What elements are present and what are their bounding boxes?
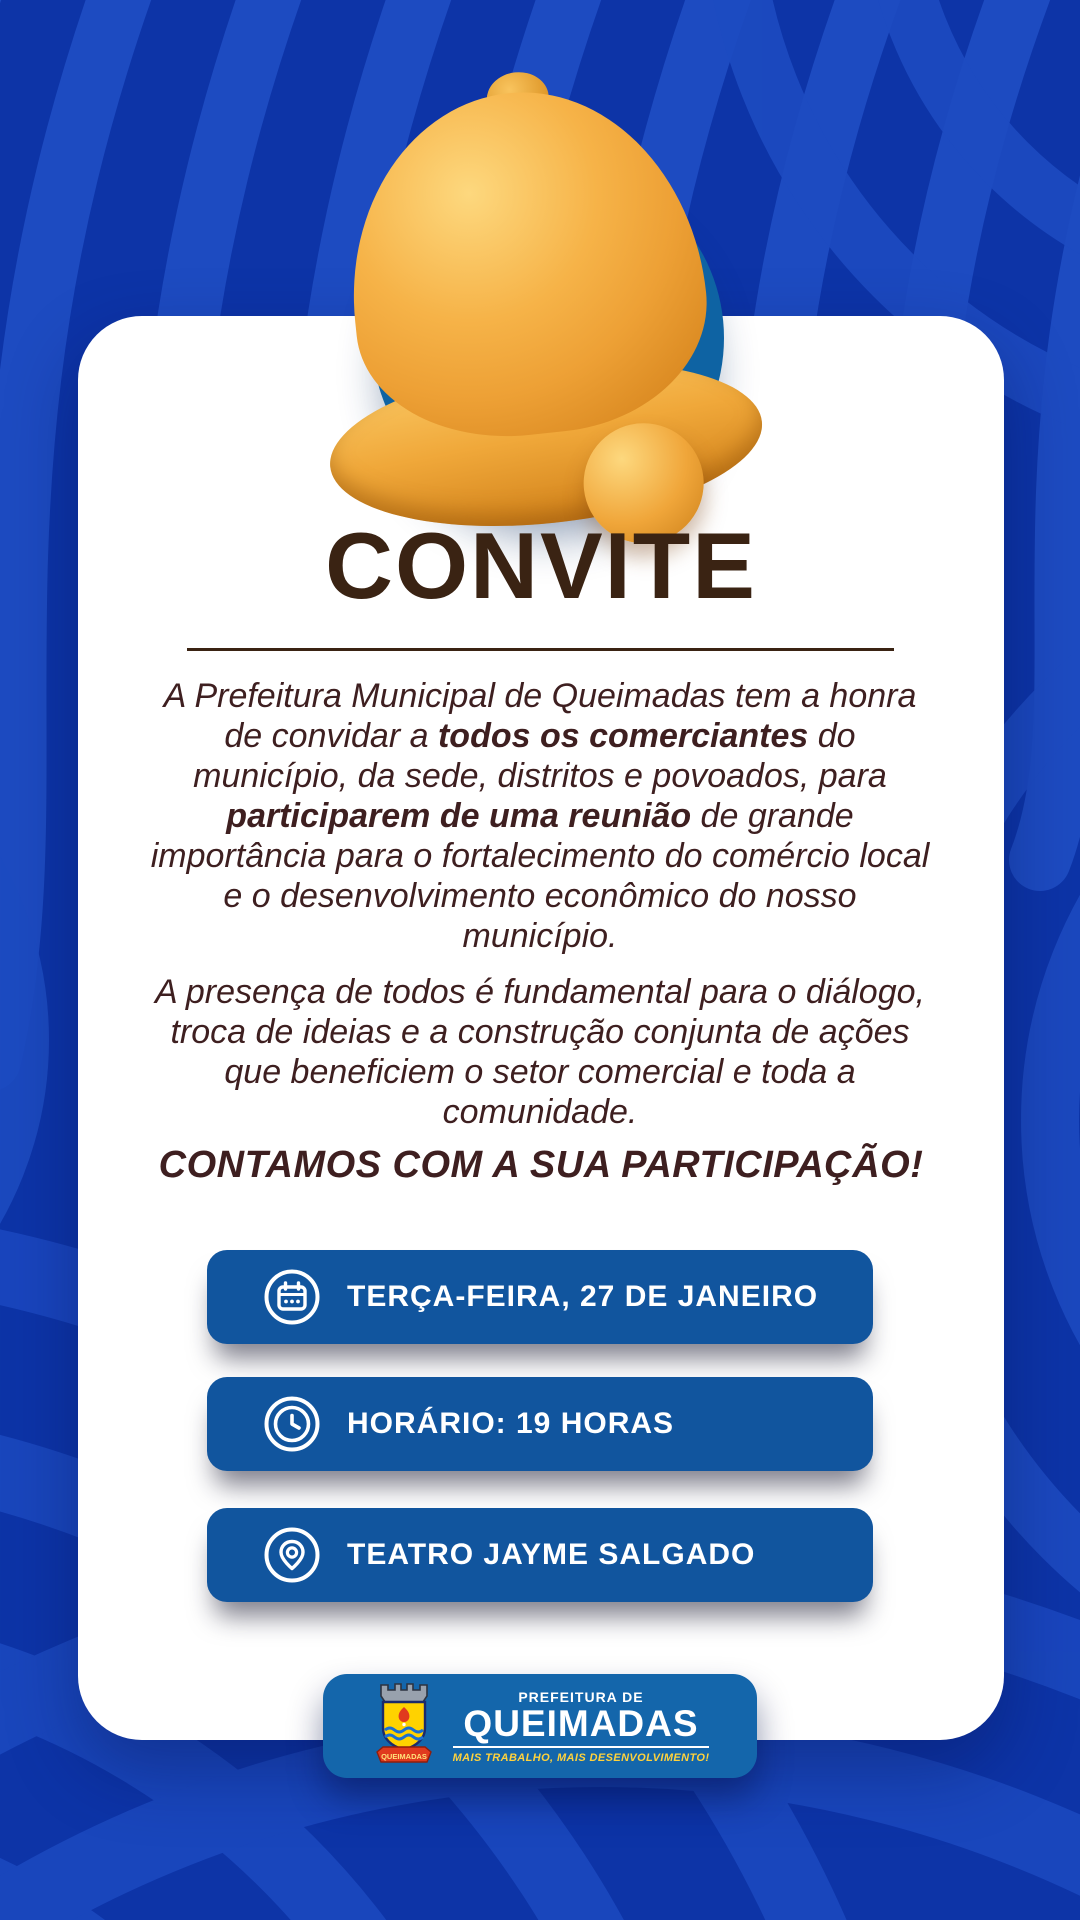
invite-paragraph-2: A presença de todos é fundamental para o diálogo, troca de ideias e a construção conjunta de ações que beneficiem o setor comercial e toda a comunidade. bbox=[155, 973, 925, 1131]
page-title: CONVITE bbox=[325, 513, 757, 618]
invite-paragraph-1 bbox=[148, 676, 932, 956]
city-crest bbox=[371, 1680, 437, 1772]
time-label: HORÁRIO: 19 HORAS bbox=[347, 1407, 675, 1440]
p1-text-2: do município, da sede, distritos e povoados, para bbox=[193, 717, 887, 795]
venue-label: TEATRO JAYME SALGADO bbox=[347, 1538, 756, 1571]
clock-icon bbox=[263, 1395, 321, 1453]
p1-bold-1: todos os comerciantes bbox=[437, 717, 809, 755]
cta-text: CONTAMOS COM A SUA PARTICIPAÇÃO! bbox=[158, 1144, 924, 1186]
p1-text-3: de grande importância para o fortalecimento do comércio local e o desenvolvimento econômico do nosso município. bbox=[150, 797, 930, 955]
venue-pill bbox=[207, 1508, 873, 1602]
location-pin-icon bbox=[263, 1526, 321, 1584]
calendar-icon bbox=[263, 1268, 321, 1326]
p1-text: A Prefeitura Municipal de Queimadas tem a honra de convidar a bbox=[163, 677, 917, 755]
footer-slogan: MAIS TRABALHO, MAIS DESENVOLVIMENTO! bbox=[453, 1746, 710, 1764]
crest-banner-text: QUEIMADAS bbox=[380, 1752, 427, 1761]
footer-org-small: PREFEITURA DE bbox=[518, 1688, 644, 1705]
footer-brand-bar bbox=[323, 1674, 757, 1778]
title-divider bbox=[187, 648, 894, 651]
p1-bold-2: participarem de uma reunião bbox=[226, 797, 692, 835]
time-pill bbox=[207, 1377, 873, 1471]
date-pill bbox=[207, 1250, 873, 1344]
date-label: TERÇA-FEIRA, 27 DE JANEIRO bbox=[347, 1280, 819, 1313]
footer-brand-text bbox=[453, 1689, 710, 1764]
footer-org-name: QUEIMADAS bbox=[463, 1702, 699, 1744]
